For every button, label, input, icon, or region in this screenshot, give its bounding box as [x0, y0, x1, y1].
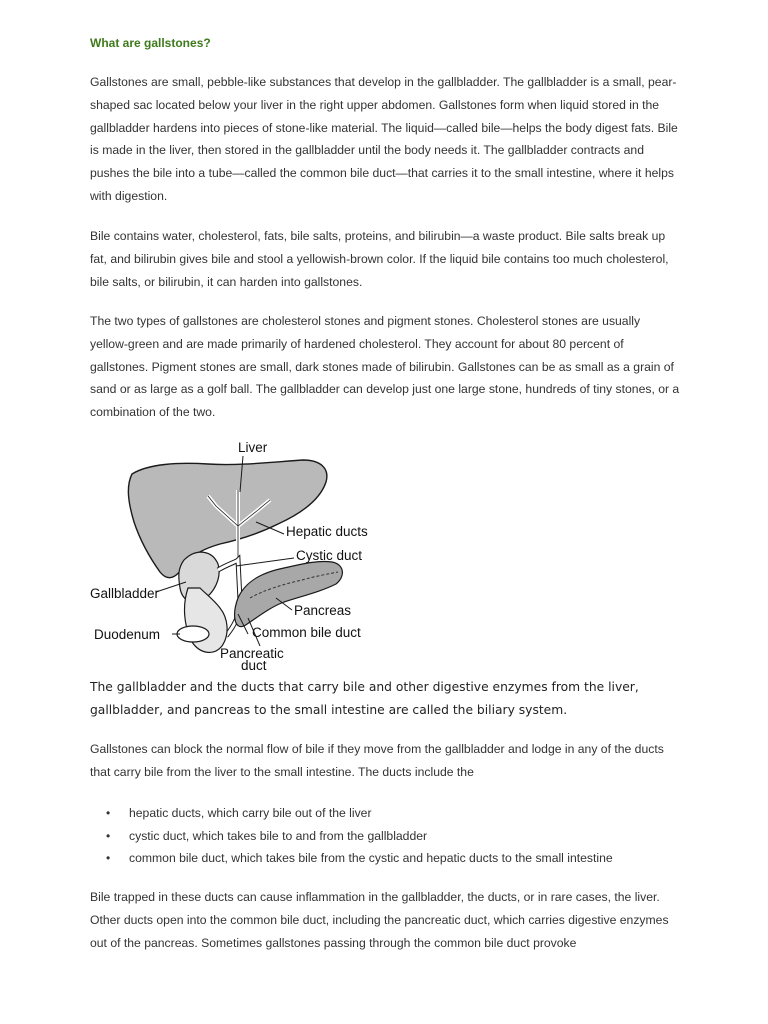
duodenum-shape: [185, 588, 228, 652]
pancreatic-duct-label-line2: duct: [241, 658, 267, 673]
paragraph-trapped-bile: Bile trapped in these ducts can cause inflammation in the gallbladder, the ducts, or in rare cases, the liver. Other ducts open into the common bile duct, including the pancreatic duct, which carries digestive enzymes out of the pancreas. Sometimes gallstones passing through the common bile duct provoke: [90, 890, 669, 950]
hepatic-ducts-label: Hepatic ducts: [286, 524, 368, 539]
section-heading: What are gallstones?: [90, 36, 211, 50]
ducts-list: [90, 802, 690, 870]
pancreas-label: Pancreas: [294, 603, 352, 618]
duodenum-label: Duodenum: [94, 627, 161, 642]
list-item: • hepatic ducts, which carry bile out of the liver: [90, 802, 690, 825]
list-item: • cystic duct, which takes bile to and from the gallbladder: [90, 825, 690, 848]
paragraph-bile-contents: Bile contains water, cholesterol, fats, bile salts, proteins, and bilirubin—a waste product. Bile salts break up fat, and bilirubin gives bile and stool a yellowish-brown color. If the liquid bile contains too much cholesterol, bile salts, or bilirubin, it can harden into gallstones.: [90, 229, 669, 289]
figure-caption: The gallbladder and the ducts that carry bile and other digestive enzymes from the liver, gallbladder, and pancreas to the small intestine are called the biliary system.: [90, 680, 639, 717]
gallbladder-label: Gallbladder: [90, 586, 160, 601]
common-bile-duct-label: Common bile duct: [252, 625, 361, 640]
pancreatic-duct-label-line1: Pancreatic: [220, 646, 284, 661]
duodenum-end: [177, 626, 209, 642]
liver-label: Liver: [238, 440, 268, 455]
paragraph-ducts-intro: Gallstones can block the normal flow of bile if they move from the gallbladder and lodge in any of the ducts that carry bile from the liver to the small intestine. The ducts include the: [90, 742, 664, 779]
paragraph-intro: Gallstones are small, pebble-like substances that develop in the gallbladder. The gallbladder is a small, pear-shaped sac located below your liver in the right upper abdomen. Gallstones form when liquid stored in the gallbladder hardens into pieces of stone-like material. The liquid—called bile—helps the body digest fats. Bile is made in the liver, then stored in the gallbladder until the body needs it. The gallbladder contracts and pushes the bile into a tube—called the common bile duct—that carries it to the small intestine, where it helps with digestion.: [90, 75, 678, 203]
biliary-system-figure: [88, 430, 388, 675]
paragraph-stone-types: The two types of gallstones are cholesterol stones and pigment stones. Cholesterol stones are usually yellow-green and are made primarily of hardened cholesterol. They account for about 80 percent of gallstones. Pigment stones are small, dark stones made of bilirubin. Gallstones can be as small as a grain of sand or as large as a golf ball. The gallbladder can develop just one large stone, hundreds of tiny stones, or a combination of the two.: [90, 314, 680, 420]
list-item: • common bile duct, which takes bile from the cystic and hepatic ducts to the small intestine: [90, 847, 690, 870]
cystic-duct-label: Cystic duct: [296, 548, 363, 563]
